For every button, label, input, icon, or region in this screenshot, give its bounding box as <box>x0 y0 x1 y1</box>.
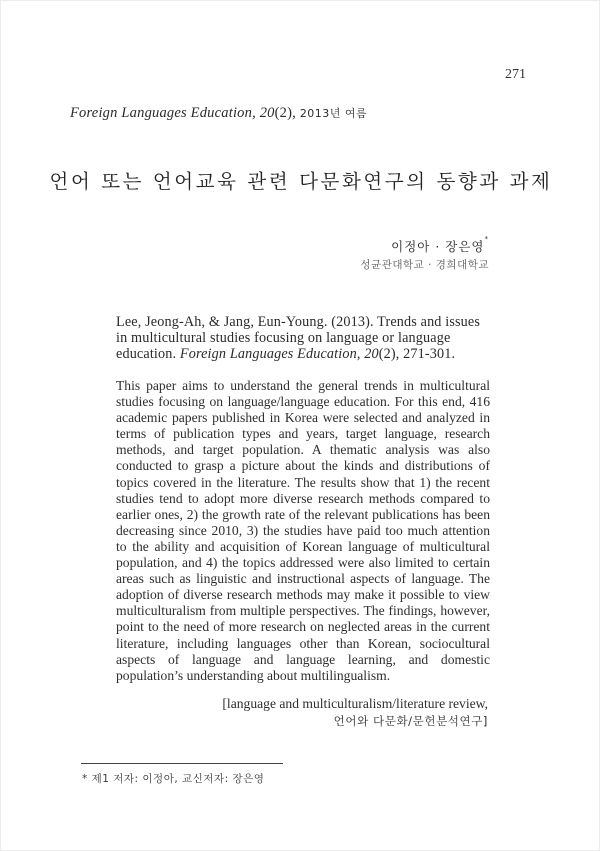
citation-journal: Foreign Languages Education, <box>179 346 361 362</box>
journal-header <box>70 105 367 122</box>
citation-authors-title: Lee, Jeong-Ah, & Jang, Eun-Young. (2013). Trends and issues in multicultural studies focusing on language or language education. <box>116 314 481 362</box>
author-names <box>391 237 489 255</box>
journal-name: Foreign Languages Education, <box>70 105 256 121</box>
footnote: * 제1 저자: 이정아, 교신저자: 장은영 <box>82 773 265 785</box>
keywords <box>222 696 488 729</box>
citation-volume: 20 <box>364 346 379 362</box>
journal-volume: 20 <box>259 105 275 121</box>
citation <box>116 314 491 362</box>
footnote-divider <box>81 763 283 764</box>
paper-title: 언어 또는 언어교육 관련 다문화연구의 동향과 과제 <box>49 170 553 194</box>
journal-year-season: 2013년 여름 <box>299 107 368 120</box>
author-footnote-marker: * <box>484 235 489 243</box>
author-names-text: 이정아 · 장은영 <box>391 239 485 254</box>
journal-issue: (2), <box>274 105 296 121</box>
author-affiliations: 성균관대학교 · 경희대학교 <box>360 259 489 271</box>
keywords-korean: 언어와 다문화/문헌분석연구] <box>333 713 488 728</box>
page-number: 271 <box>505 67 526 82</box>
abstract: This paper aims to understand the general trends in multicultural studies focusing on language/language education. For this end, 416 academic papers published in Korea were selected and analyzed in terms of publication types and years, target language, research methods, and target population. A thematic analysis was also conducted to grasp a picture about the kinds and distributions of topics covered in the literature. The results show that 1) the recent studies tend to adopt more diverse research methods compared to earlier ones, 2) the growth rate of the relevant publications has been decreasing since 2010, 3) the studies have paid too much attention to the ability and acquisition of Korean language of multicultural population, and 4) the topics addressed were also limited to certain areas such as linguistic and instructional aspects of language. The adoption of diverse research methods may make it possible to view multiculturalism from multiple perspectives. The findings, however, point to the need of more research on neglected areas in the current literature, including languages other than Korean, sociocultural aspects of language and language learning, and domestic population’s understanding about multilingualism. <box>116 378 490 683</box>
citation-issue-pages: (2), 271-301. <box>378 346 456 362</box>
keywords-english: [language and multiculturalism/literature review, <box>222 696 488 711</box>
